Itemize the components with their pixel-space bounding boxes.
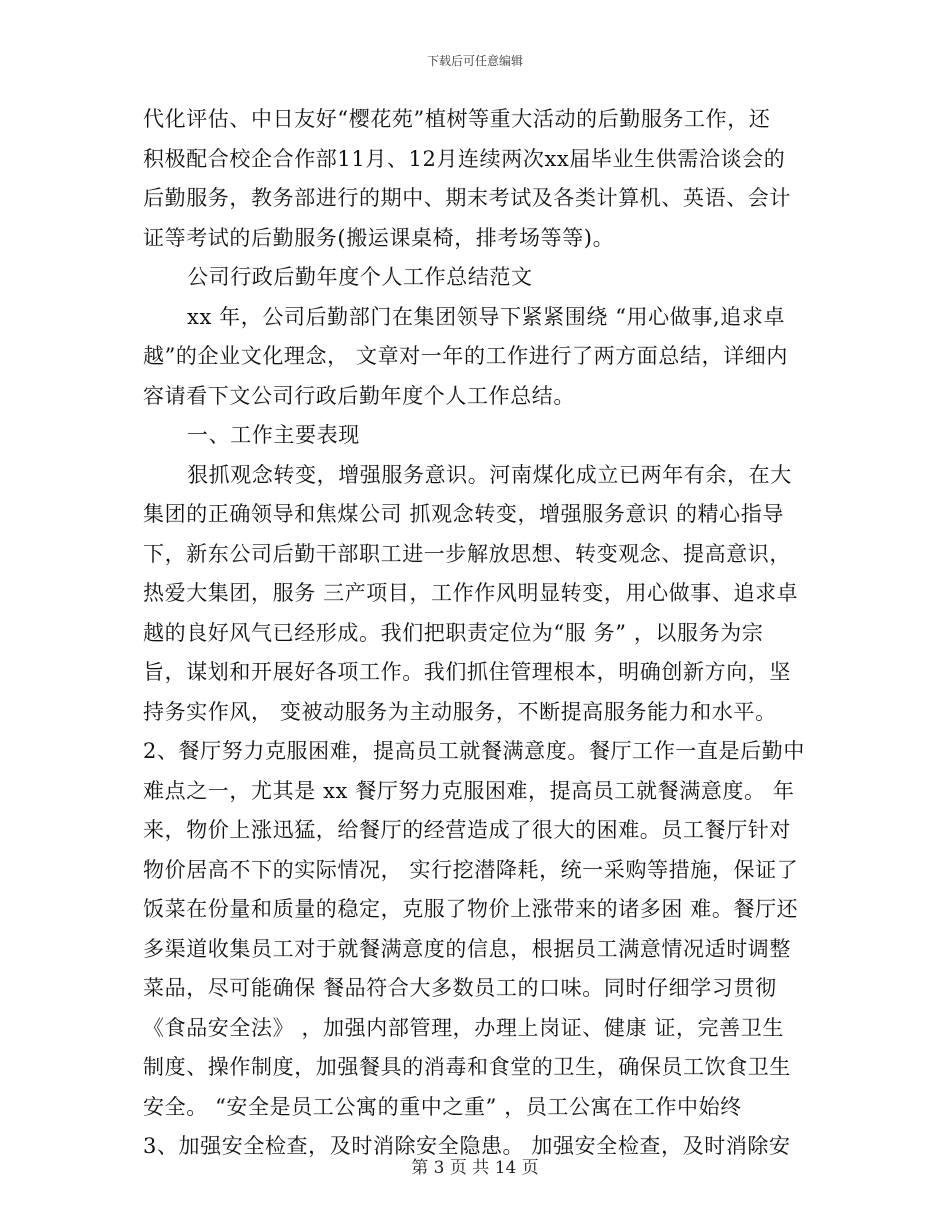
body-text-line: 旨，谋划和开展好各项工作。我们抓住管理根本，明确创新方向，坚 bbox=[143, 660, 791, 684]
body-text-line: 制度、操作制度，加强餐具的消毒和食堂的卫生，确保员工饮食卫生 bbox=[143, 1055, 791, 1079]
body-text-line: 下，新东公司后勤干部职工进一步解放思想、转变观念、提高意识， bbox=[143, 541, 791, 566]
body-text-line: 越的良好风气已经形成。我们把职责定位为“服 务” ，以服务为宗 bbox=[143, 620, 764, 645]
body-text-line: 积极配合校企合作部11月、12月连续两次xx届毕业生供需洽谈会的 bbox=[143, 146, 786, 171]
body-text-line: 难点之一，尤其是 xx 餐厅努力克服困难，提高员工就餐满意度。 年 bbox=[143, 778, 795, 803]
body-text-line: 公司行政后勤年度个人工作总结范文 bbox=[187, 265, 533, 289]
body-text-line: 代化评估、中日友好“樱花苑”植树等重大活动的后勤服务工作，还 bbox=[143, 107, 771, 131]
body-text-line: 越”的企业文化理念， 文章对一年的工作进行了两方面总结，详细内 bbox=[143, 344, 789, 368]
body-text-line: xx 年，公司后勤部门在集团领导下紧紧围绕 “用心做事,追求卓 bbox=[187, 304, 786, 329]
body-text-line: 多渠道收集员工对于就餐满意度的信息，根据员工满意情况适时调整 bbox=[143, 936, 791, 961]
body-text-line: 集团的正确领导和焦煤公司 抓观念转变，增强服务意识 的精心指导 bbox=[143, 502, 784, 526]
body-text-line: 《食品安全法》 ，加强内部管理，办理上岗证、健康 证，完善卫生 bbox=[143, 1015, 784, 1040]
body-text-line: 安全。 “安全是员工公寓的重中之重” ，员工公寓在工作中始终 bbox=[143, 1094, 742, 1119]
body-text-line: 来，物价上涨迅猛，给餐厅的经营造成了很大的困难。员工餐厅针对 bbox=[143, 818, 791, 842]
body-text-line: 狠抓观念转变，增强服务意识。河南煤化成立已两年有余，在大 bbox=[187, 462, 792, 487]
page-footer: 第 3 页 共 14 页 bbox=[411, 1158, 539, 1178]
body-text-line: 3、加强安全检查，及时消除安全隐患。 加强安全检查，及时消除安 bbox=[143, 1134, 791, 1158]
header-note: 下载后可任意编辑 bbox=[426, 54, 523, 68]
body-text-line: 一、工作主要表现 bbox=[187, 423, 360, 447]
body-text-line: 容请看下文公司行政后勤年度个人工作总结。 bbox=[143, 383, 575, 408]
body-text-line: 热爱大集团，服务 三产项目，工作作风明显转变，用心做事、追求卓 bbox=[143, 581, 799, 605]
body-text-line: 菜品，尽可能确保 餐品符合大多数员工的口味。同时仔细学习贯彻 bbox=[143, 976, 777, 1000]
body-text-line: 物价居高不下的实际情况， 实行挖潜降耗，统一采购等措施，保证了 bbox=[143, 857, 799, 882]
body-text-line: 持务实作风， 变被动服务为主动服务，不断提高服务能力和水平。 bbox=[143, 699, 777, 724]
body-text-line: 2、餐厅努力克服困难，提高员工就餐满意度。餐厅工作一直是后勤中 bbox=[143, 739, 805, 763]
body-text-line: 证等考试的后勤服务(搬运课桌椅，排考场等等)。 bbox=[143, 225, 615, 250]
body-text-line: 饭菜在份量和质量的稳定，克服了物价上涨带来的诸多困 难。餐厅还 bbox=[143, 897, 799, 921]
body-text-line: 后勤服务，教务部进行的期中、期末考试及各类计算机、英语、会计 bbox=[143, 186, 791, 210]
document-body bbox=[143, 100, 811, 1167]
